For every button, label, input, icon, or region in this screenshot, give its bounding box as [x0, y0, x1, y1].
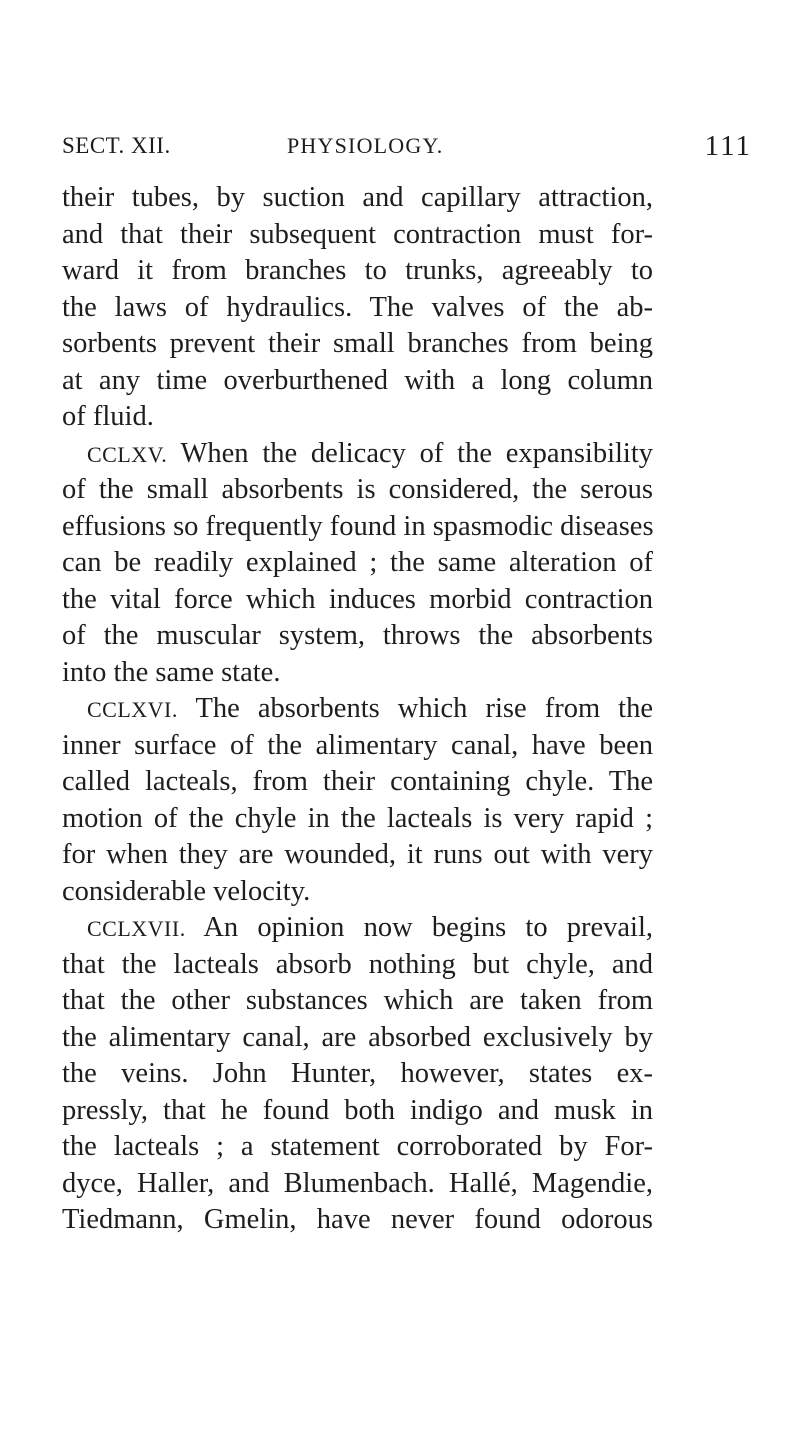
paragraph-number: CCLXV. [87, 441, 168, 467]
line-text: When the delicacy of the expansibility [167, 437, 653, 469]
paragraph-number: CCLXVII. [87, 916, 186, 941]
text-line [62, 253, 653, 290]
line-text: can be readily explained ; the same alteration of [62, 547, 653, 578]
line-text: inner surface of the alimentary canal, have been [62, 729, 653, 761]
text-line [62, 655, 653, 692]
page-number: 111 [704, 130, 752, 162]
line-text: their tubes, by suction and capillary attraction, [62, 182, 653, 213]
text-line [62, 947, 653, 984]
text-line [62, 1056, 653, 1093]
text-line [62, 837, 653, 874]
paragraph-start-line [62, 691, 653, 728]
text-line [62, 545, 653, 582]
text-line [62, 1093, 653, 1130]
line-text: of the muscular system, throws the absorbents [62, 620, 653, 651]
text-line [62, 180, 653, 217]
line-text: the alimentary canal, are absorbed exclusively by [62, 1021, 653, 1053]
line-text: considerable velocity. [62, 875, 311, 907]
text-line [62, 326, 653, 363]
line-text: that the other substances which are taken from [62, 985, 653, 1016]
line-text: for when they are wounded, it runs out with very [62, 839, 653, 870]
text-line [62, 1166, 653, 1203]
line-text: motion of the chyle in the lacteals is very rapid ; [62, 802, 653, 834]
text-line [62, 801, 653, 838]
line-text: and that their subsequent contraction must for- [62, 218, 653, 250]
line-text: at any time overburthened with a long column [62, 364, 653, 396]
body-text [62, 180, 762, 1239]
line-text: the laws of hydraulics. The valves of the ab- [62, 291, 653, 323]
text-line [62, 618, 653, 655]
line-text: called lacteals, from their containing chyle. The [62, 766, 653, 797]
line-text: the lacteals ; a statement corroborated by For- [62, 1131, 653, 1162]
line-text: An opinion now begins to prevail, [185, 912, 653, 943]
paragraph-number: CCLXVI. [87, 697, 178, 722]
line-text: the vital force which induces morbid contraction [62, 583, 653, 615]
line-text: effusions so frequently found in spasmodic diseases [62, 510, 654, 542]
section-label: SECT. XII. [62, 133, 171, 158]
running-title: PHYSIOLOGY. [287, 133, 444, 158]
text-line [62, 1202, 653, 1239]
running-head [62, 128, 752, 164]
line-text: of the small absorbents is considered, the serous [62, 474, 653, 505]
text-line [62, 217, 653, 254]
text-line [62, 290, 653, 327]
text-line [62, 764, 653, 801]
text-line [62, 399, 653, 436]
text-line [62, 582, 653, 619]
line-text: dyce, Haller, and Blumenbach. Hallé, Magendie, [62, 1167, 653, 1199]
text-line [62, 1020, 653, 1057]
line-text: The absorbents which rise from the [177, 693, 653, 724]
text-line [62, 983, 653, 1020]
line-text: Tiedmann, Gmelin, have never found odorous [62, 1204, 653, 1235]
line-text: ward it from branches to trunks, agreeably to [62, 255, 653, 286]
text-line [62, 728, 653, 765]
line-text: pressly, that he found both indigo and musk in [62, 1094, 653, 1126]
paragraph-start-line [62, 436, 653, 473]
text-line [62, 472, 653, 509]
paragraph-start-line [62, 910, 653, 947]
text-line [62, 509, 653, 546]
line-text: sorbents prevent their small branches from being [62, 328, 653, 359]
text-line [62, 874, 653, 911]
line-text: of fluid. [62, 401, 154, 432]
text-line [62, 363, 653, 400]
line-text: that the lacteals absorb nothing but chyle, and [62, 948, 653, 980]
line-text: the veins. John Hunter, however, states ex- [62, 1058, 653, 1089]
text-line [62, 1129, 653, 1166]
line-text: into the same state. [62, 656, 281, 688]
